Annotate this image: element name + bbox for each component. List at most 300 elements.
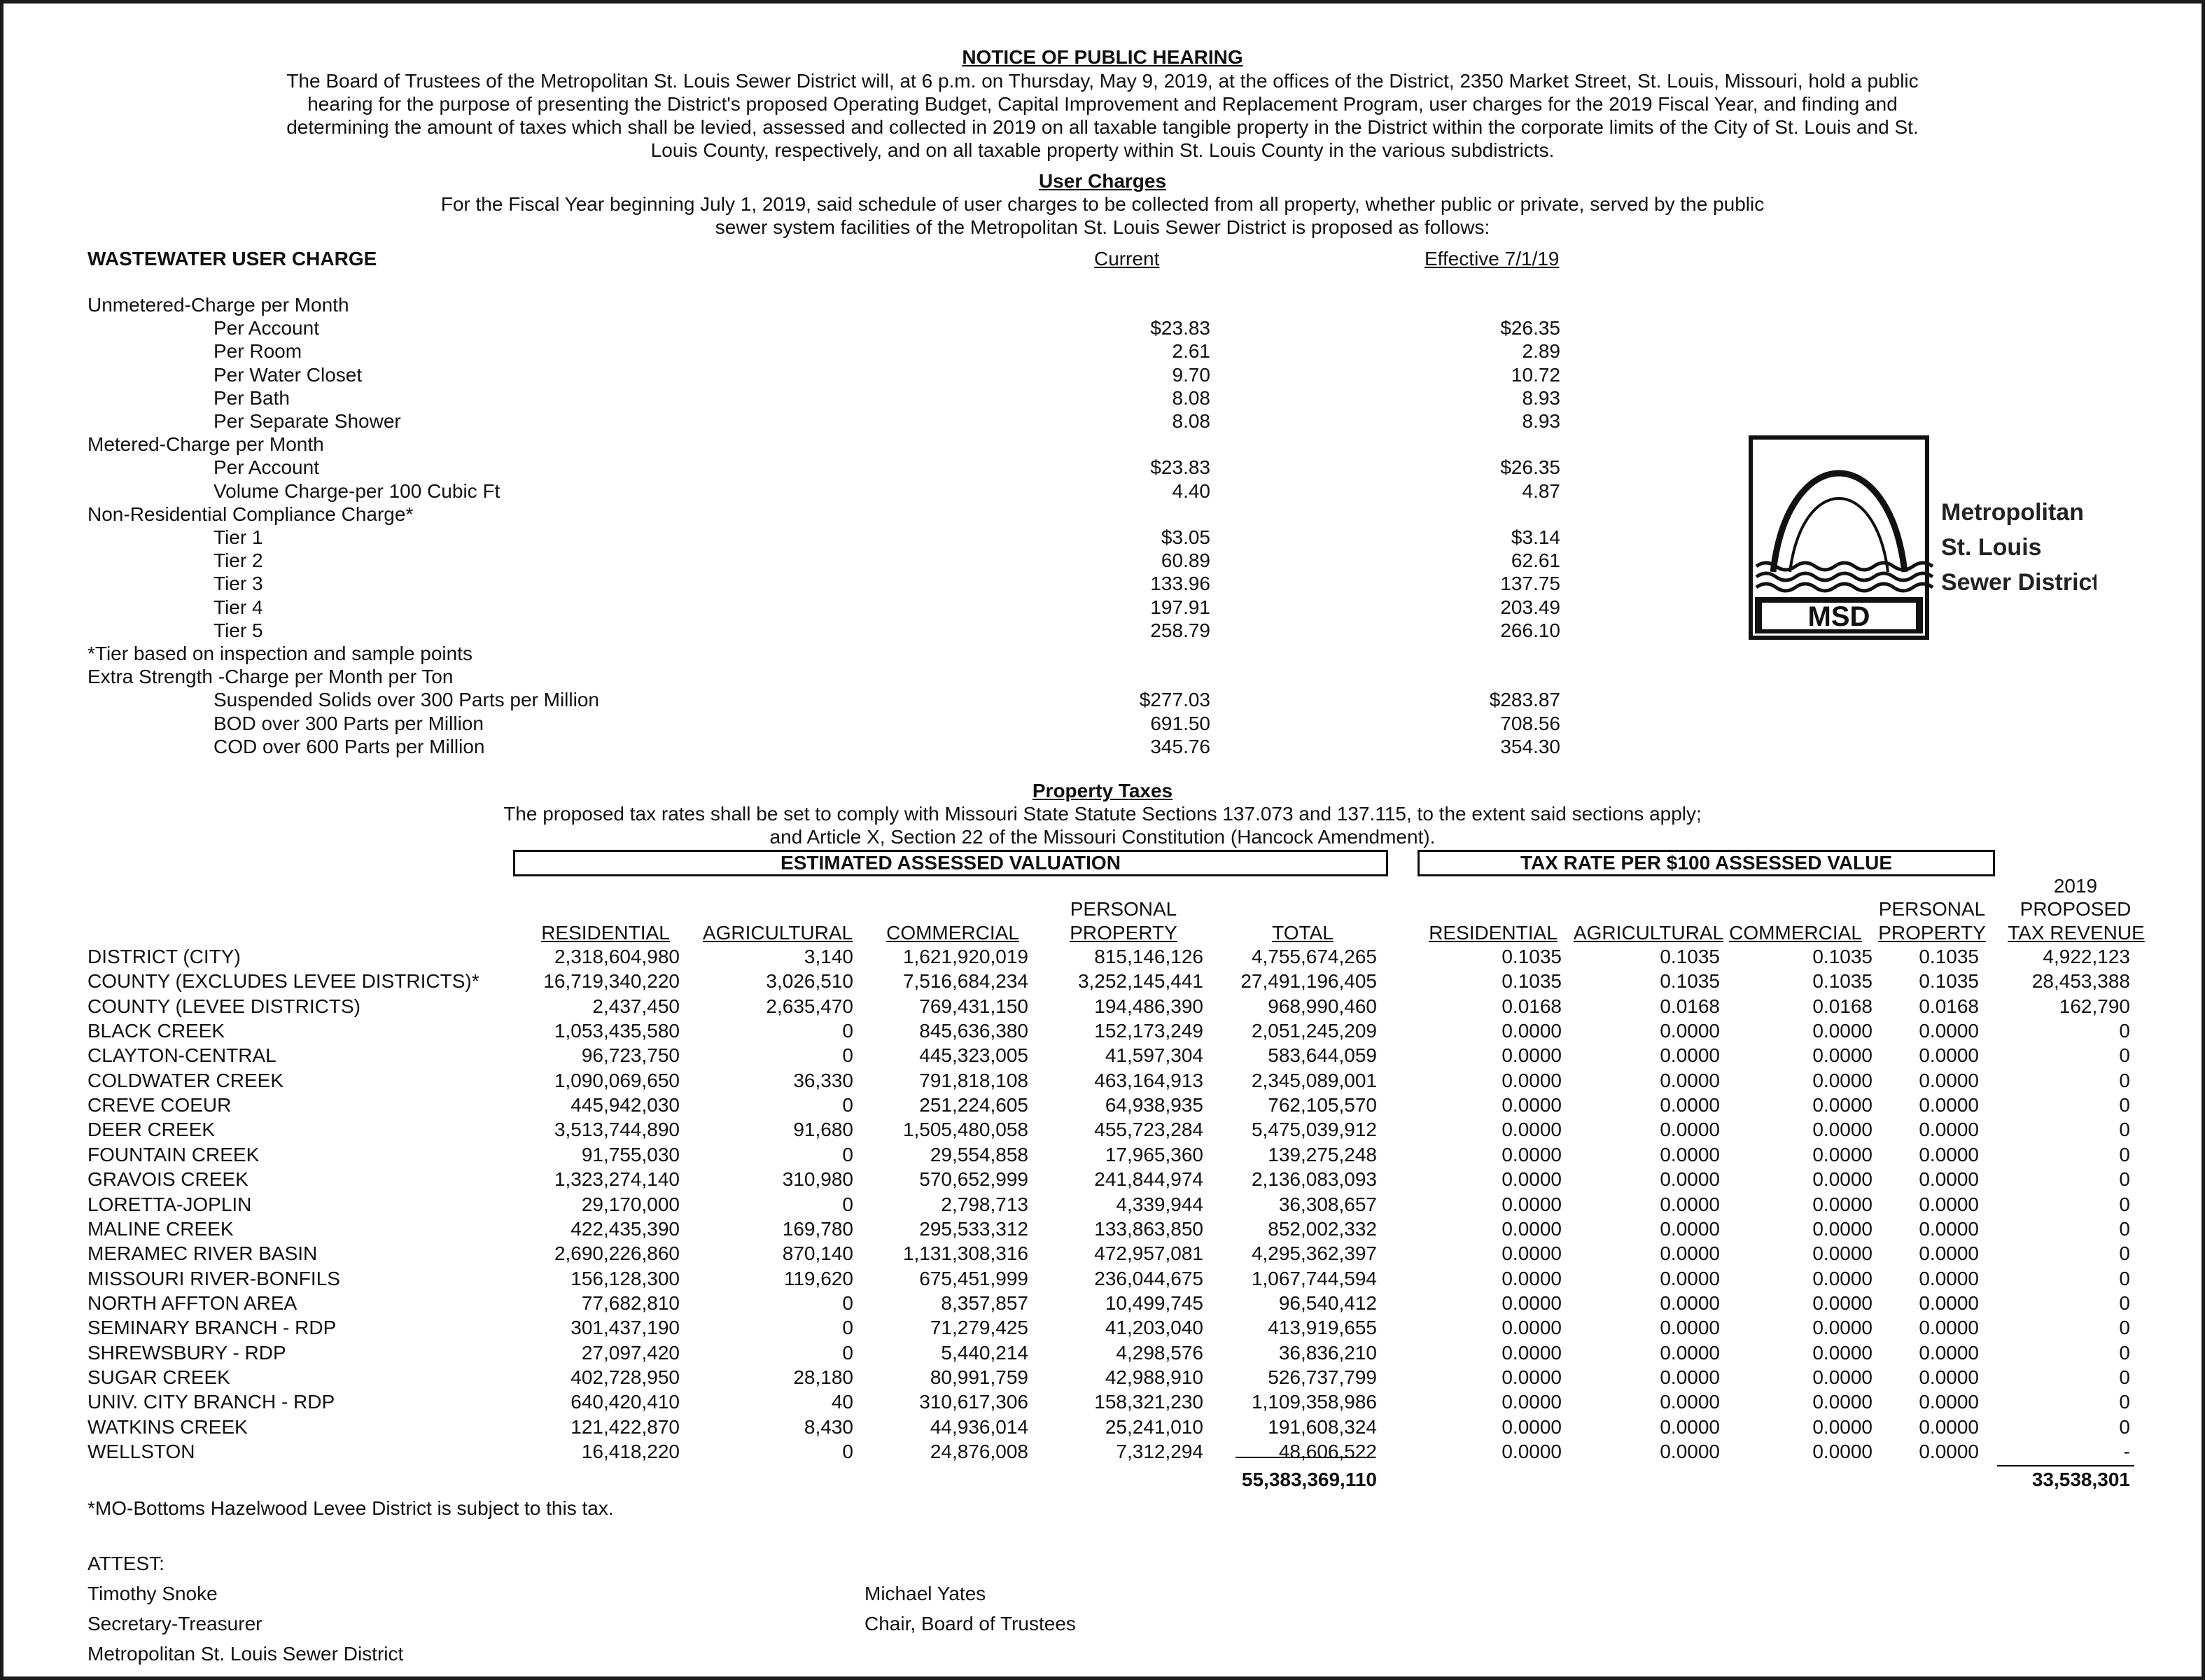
table-row [4, 1193, 2202, 1216]
total-value: 36,308,657 [1278, 1194, 1377, 1215]
rate-group-header: TAX RATE PER $100 ASSESSED VALUE [1418, 850, 1995, 876]
residential-value: 27,097,420 [581, 1342, 680, 1364]
total-valuation: 55,383,369,110 [1241, 1469, 1377, 1490]
rate-personal-header-bottom: PROPERTY [1878, 922, 1986, 944]
rate-residential: 0.0000 [1502, 1342, 1562, 1364]
personal-value: 41,203,040 [1105, 1317, 1203, 1338]
personal-value: 236,044,675 [1094, 1268, 1203, 1289]
rate-agricultural: 0.0000 [1660, 1144, 1720, 1166]
residential-value: 2,437,450 [592, 995, 680, 1017]
commercial-value: 310,617,306 [919, 1391, 1028, 1413]
msd-logo-line3: Sewer District [1941, 569, 2096, 596]
personal-value: 7,312,294 [1116, 1441, 1203, 1462]
user-charge-effective: 62.61 [1511, 550, 1560, 571]
tax-revenue: 0 [2119, 1342, 2130, 1364]
rate-commercial: 0.0000 [1812, 1044, 1872, 1066]
rate-personal: 0.0000 [1919, 1070, 1979, 1091]
rate-commercial: 0.0000 [1812, 1168, 1872, 1190]
table-row [4, 995, 2202, 1018]
revenue-header-top: 2019 [2053, 875, 2098, 897]
personal-value: 41,597,304 [1105, 1044, 1203, 1066]
agricultural-value: 40 [831, 1391, 853, 1413]
commercial-value: 769,431,150 [919, 995, 1028, 1017]
user-charge-current: 133.96 [1150, 573, 1210, 594]
user-charge-label: Tier 3 [214, 573, 263, 594]
rate-personal: 0.0000 [1919, 1020, 1979, 1042]
valuation-group-header: ESTIMATED ASSESSED VALUATION [513, 850, 1388, 876]
tax-revenue: 0 [2119, 1391, 2130, 1413]
commercial-value: 845,636,380 [919, 1020, 1028, 1042]
residential-value: 1,053,435,580 [554, 1020, 680, 1042]
msd-logo-line2: St. Louis [1941, 534, 2042, 561]
residential-value: 96,723,750 [581, 1044, 680, 1066]
user-charge-label: Per Room [214, 340, 302, 362]
commercial-value: 2,798,713 [941, 1194, 1028, 1215]
tax-revenue: 0 [2119, 1119, 2130, 1140]
rate-commercial: 0.0000 [1812, 1242, 1872, 1264]
residential-value: 301,437,190 [570, 1317, 680, 1338]
rate-agricultural: 0.0168 [1660, 995, 1720, 1017]
user-charge-label: Tier 2 [214, 550, 263, 571]
residential-value: 2,318,604,980 [554, 946, 680, 967]
table-row [4, 1415, 2202, 1438]
rate-residential-header: RESIDENTIAL [1429, 922, 1558, 944]
residential-value: 91,755,030 [581, 1144, 680, 1166]
personal-value: 194,486,390 [1094, 995, 1203, 1017]
rate-agricultural: 0.0000 [1660, 1416, 1720, 1438]
levee-footnote: *MO-Bottoms Hazelwood Levee District is subject to this tax. [88, 1497, 614, 1519]
table-row [4, 1093, 2202, 1116]
rate-agricultural: 0.0000 [1660, 1194, 1720, 1215]
residential-value: 16,719,340,220 [543, 970, 680, 992]
personal-value: 17,965,360 [1105, 1144, 1203, 1166]
rate-agricultural: 0.0000 [1660, 1119, 1720, 1140]
current-column-header: Current [1094, 248, 1160, 270]
rate-residential: 0.1035 [1502, 946, 1562, 967]
rate-agricultural: 0.0000 [1660, 1292, 1720, 1314]
user-charge-effective: 266.10 [1500, 620, 1560, 641]
rate-personal: 0.1035 [1919, 946, 1979, 967]
rate-personal: 0.0000 [1919, 1144, 1979, 1166]
rate-commercial: 0.1035 [1812, 946, 1872, 967]
residential-value: 156,128,300 [570, 1268, 680, 1289]
user-charge-current: 8.08 [1172, 410, 1210, 432]
rate-commercial: 0.0000 [1812, 1317, 1872, 1338]
user-charge-effective: $26.35 [1500, 456, 1560, 478]
user-charge-row [4, 665, 2202, 688]
commercial-value: 44,936,014 [930, 1416, 1028, 1438]
rate-personal: 0.1035 [1919, 970, 1979, 992]
user-charge-label: Suspended Solids over 300 Parts per Million [214, 689, 599, 710]
rate-personal: 0.0000 [1919, 1317, 1979, 1338]
residential-value: 3,513,744,890 [554, 1119, 680, 1140]
district-name: SUGAR CREEK [88, 1366, 230, 1388]
personal-value: 4,298,576 [1116, 1342, 1203, 1364]
table-row [4, 1366, 2202, 1389]
residential-value: 2,690,226,860 [554, 1242, 680, 1264]
rate-residential: 0.0000 [1502, 1441, 1562, 1462]
user-charge-current: 345.76 [1150, 736, 1210, 757]
rate-personal: 0.0000 [1919, 1119, 1979, 1140]
tax-revenue: 4,922,123 [2043, 946, 2130, 967]
rate-personal: 0.0000 [1919, 1094, 1979, 1116]
agricultural-value: 0 [842, 1194, 853, 1215]
user-charge-label: Per Water Closet [214, 364, 363, 386]
personal-value: 133,863,850 [1094, 1218, 1203, 1240]
rate-agricultural: 0.0000 [1660, 1044, 1720, 1066]
rate-commercial: 0.0000 [1812, 1020, 1872, 1042]
agricultural-value: 0 [842, 1292, 853, 1314]
rate-personal: 0.0000 [1919, 1194, 1979, 1215]
commercial-value: 7,516,684,234 [902, 970, 1028, 992]
commercial-value: 295,533,312 [919, 1218, 1028, 1240]
total-header: TOTAL [1272, 922, 1334, 944]
table-row [4, 1143, 2202, 1166]
commercial-value: 1,505,480,058 [902, 1119, 1028, 1140]
agricultural-value: 3,140 [804, 946, 853, 967]
rate-personal: 0.0000 [1919, 1342, 1979, 1364]
user-charge-label: Per Account [214, 317, 319, 339]
rate-personal: 0.0168 [1919, 995, 1979, 1017]
total-value: 583,644,059 [1268, 1044, 1377, 1066]
attest-label: ATTEST: [88, 1553, 164, 1574]
attest-left-title: Secretary-Treasurer [88, 1613, 262, 1634]
district-name: MALINE CREEK [88, 1218, 234, 1240]
msd-logo-line1: Metropolitan [1941, 499, 2084, 526]
agricultural-value: 36,330 [793, 1070, 853, 1091]
rate-personal-header-top: PERSONAL [1878, 898, 1986, 920]
user-charge-label: *Tier based on inspection and sample points [88, 643, 472, 664]
user-charge-current: 60.89 [1161, 550, 1210, 571]
wastewater-heading: WASTEWATER USER CHARGE [88, 248, 377, 270]
agricultural-value: 0 [842, 1317, 853, 1338]
rate-commercial: 0.0000 [1812, 1342, 1872, 1364]
district-name: COLDWATER CREEK [88, 1070, 284, 1091]
user-charge-current: 258.79 [1150, 620, 1210, 641]
rate-commercial: 0.0000 [1812, 1194, 1872, 1215]
user-charge-current: $23.83 [1150, 456, 1210, 478]
user-charge-effective: 8.93 [1522, 387, 1560, 409]
table-row [4, 1118, 2202, 1141]
residential-value: 1,323,274,140 [554, 1168, 680, 1190]
agricultural-value: 0 [842, 1342, 853, 1364]
total-value: 526,737,799 [1268, 1366, 1377, 1388]
msd-badge-text: MSD [1807, 601, 1870, 632]
table-row [4, 969, 2202, 993]
rate-residential: 0.0000 [1502, 1218, 1562, 1240]
property-taxes-title: Property Taxes [1032, 780, 1173, 802]
user-charge-effective: 203.49 [1500, 596, 1560, 618]
commercial-value: 1,621,920,019 [902, 946, 1028, 967]
total-value: 2,345,089,001 [1251, 1070, 1377, 1091]
table-row [4, 1069, 2202, 1092]
attest-left-name: Timothy Snoke [88, 1583, 218, 1604]
user-charge-current: 9.70 [1172, 364, 1210, 386]
commercial-value: 8,357,857 [941, 1292, 1028, 1314]
total-value: 36,836,210 [1278, 1342, 1377, 1364]
table-row [4, 1168, 2202, 1191]
total-value: 762,105,570 [1268, 1094, 1377, 1116]
user-charge-label: Per Separate Shower [214, 410, 401, 432]
rate-commercial: 0.0000 [1812, 1366, 1872, 1388]
rate-personal: 0.0000 [1919, 1242, 1979, 1264]
personal-value: 10,499,745 [1105, 1292, 1203, 1314]
user-charges-paragraph: For the Fiscal Year beginning July 1, 2019, said schedule of user charges to be collected from all property, whether public or private, served by the public sewer system facilities of the Metropolitan St. Louis Sewer District is proposed as follows: [440, 193, 1765, 238]
user-charge-row [4, 363, 2202, 386]
property-taxes-paragraph-line1: The proposed tax rates shall be set to comply with Missouri State Statute Sections 137.073 and 137.115, to the extent said sections apply; [503, 803, 1702, 825]
rate-agricultural: 0.0000 [1660, 1218, 1720, 1240]
tax-revenue: 0 [2119, 1317, 2130, 1338]
tax-revenue: 162,790 [2059, 995, 2130, 1017]
district-name: MERAMEC RIVER BASIN [88, 1242, 318, 1264]
rate-personal: 0.0000 [1919, 1441, 1979, 1462]
residential-value: 16,418,220 [581, 1441, 680, 1462]
total-value: 968,990,460 [1268, 995, 1377, 1017]
district-name: LORETTA-JOPLIN [88, 1194, 252, 1215]
rate-residential: 0.0000 [1502, 1242, 1562, 1264]
user-charge-row [4, 293, 2202, 316]
tax-revenue: 0 [2119, 1218, 2130, 1240]
residential-value: 77,682,810 [581, 1292, 680, 1314]
residential-value: 29,170,000 [581, 1194, 680, 1215]
rate-residential: 0.1035 [1502, 970, 1562, 992]
rate-commercial: 0.0000 [1812, 1119, 1872, 1140]
total-value: 1,109,358,986 [1251, 1391, 1377, 1413]
agricultural-value: 0 [842, 1020, 853, 1042]
rate-residential: 0.0000 [1502, 1317, 1562, 1338]
total-value: 4,755,674,265 [1251, 946, 1377, 967]
agricultural-header: AGRICULTURAL [702, 922, 853, 944]
valuation-total-rule [1236, 1457, 1376, 1458]
agricultural-value: 0 [842, 1044, 853, 1066]
rate-agricultural: 0.0000 [1660, 1094, 1720, 1116]
total-value: 2,136,083,093 [1251, 1168, 1377, 1190]
total-value: 96,540,412 [1278, 1292, 1377, 1314]
rate-personal: 0.0000 [1919, 1218, 1979, 1240]
table-row [4, 1292, 2202, 1315]
district-name: DEER CREEK [88, 1119, 216, 1140]
user-charge-effective: $26.35 [1500, 317, 1560, 339]
attest-left-org: Metropolitan St. Louis Sewer District [88, 1643, 404, 1665]
revenue-total-rule [1997, 1465, 2134, 1466]
table-row [4, 1341, 2202, 1364]
total-value: 852,002,332 [1268, 1218, 1377, 1240]
total-value: 1,067,744,594 [1251, 1268, 1377, 1289]
district-name: NORTH AFFTON AREA [88, 1292, 298, 1314]
user-charge-effective: $283.87 [1489, 689, 1560, 710]
residential-value: 402,728,950 [570, 1366, 680, 1388]
user-charge-current: $277.03 [1139, 689, 1210, 710]
residential-value: 121,422,870 [570, 1416, 680, 1438]
rate-residential: 0.0000 [1502, 1044, 1562, 1066]
user-charge-effective: 354.30 [1500, 736, 1560, 757]
tax-revenue: 0 [2119, 1194, 2130, 1215]
rate-commercial: 0.1035 [1812, 970, 1872, 992]
wastewater-header-row [4, 247, 2202, 270]
agricultural-value: 91,680 [793, 1119, 853, 1140]
personal-value: 64,938,935 [1105, 1094, 1203, 1116]
user-charge-current: 197.91 [1150, 596, 1210, 618]
rate-residential: 0.0000 [1502, 1144, 1562, 1166]
msd-logo-graphic [1746, 433, 2096, 643]
user-charge-effective: 708.56 [1500, 713, 1560, 734]
tax-revenue: 0 [2119, 1416, 2130, 1438]
rate-agricultural: 0.0000 [1660, 1020, 1720, 1042]
user-charge-row [4, 316, 2202, 340]
district-name: BLACK CREEK [88, 1020, 225, 1042]
table-row [4, 1217, 2202, 1240]
district-name: CLAYTON-CENTRAL [88, 1044, 276, 1066]
notice-title: NOTICE OF PUBLIC HEARING [962, 46, 1243, 68]
user-charge-row [4, 642, 2202, 665]
user-charge-row [4, 410, 2202, 433]
user-charge-label: Tier 1 [214, 526, 263, 548]
rate-residential: 0.0000 [1502, 1020, 1562, 1042]
district-name: GRAVOIS CREEK [88, 1168, 248, 1190]
agricultural-value: 0 [842, 1094, 853, 1116]
table-row [4, 1390, 2202, 1413]
user-charge-row [4, 340, 2202, 363]
user-charge-current: 691.50 [1150, 713, 1210, 734]
user-charge-current: 8.08 [1172, 387, 1210, 409]
rate-agricultural: 0.1035 [1660, 970, 1720, 992]
agricultural-value: 3,026,510 [766, 970, 853, 992]
user-charge-effective: $3.14 [1511, 526, 1560, 548]
personal-value: 158,321,230 [1094, 1391, 1203, 1413]
user-charge-row [4, 386, 2202, 410]
user-charge-label: Per Bath [214, 387, 290, 409]
tax-total-row [4, 1468, 2202, 1491]
rate-commercial: 0.0000 [1812, 1416, 1872, 1438]
rate-residential: 0.0000 [1502, 1391, 1562, 1413]
user-charge-label: Extra Strength -Charge per Month per Ton [88, 666, 454, 687]
rate-agricultural: 0.0000 [1660, 1317, 1720, 1338]
district-name: UNIV. CITY BRANCH - RDP [88, 1391, 335, 1413]
commercial-value: 71,279,425 [930, 1317, 1028, 1338]
rate-commercial-header: COMMERCIAL [1729, 922, 1862, 944]
district-name: COUNTY (EXCLUDES LEVEE DISTRICTS)* [88, 970, 479, 992]
rate-commercial: 0.0000 [1812, 1094, 1872, 1116]
table-row [4, 1242, 2202, 1265]
agricultural-value: 28,180 [793, 1366, 853, 1388]
commercial-value: 445,323,005 [919, 1044, 1028, 1066]
commercial-value: 5,440,214 [941, 1342, 1028, 1364]
notice-paragraph: The Board of Trustees of the Metropolitan St. Louis Sewer District will, at 6 p.m. on Thursday, May 9, 2019, at the offices of the District, 2350 Market Street, St. Louis, Missouri, hold a public hearing for the purpose of presenting the District's proposed Operating Budget, Capital Improvement and Replacement Program, user charges for the 2019 Fiscal Year, and finding and determining the amount of taxes which shall be levied, assessed and collected in 2019 on all taxable tangible property in the District within the corporate limits of the City of St. Louis and St. Louis County, respectively, and on all taxable property within St. Louis County in the various subdistricts. [286, 70, 1919, 161]
commercial-value: 251,224,605 [919, 1094, 1028, 1116]
personal-header-top: PERSONAL [1070, 898, 1177, 920]
total-value: 191,608,324 [1268, 1416, 1377, 1438]
rate-residential: 0.0000 [1502, 1119, 1562, 1140]
personal-value: 42,988,910 [1105, 1366, 1203, 1388]
revenue-header-mid: PROPOSED [2019, 898, 2132, 920]
user-charge-label: Per Account [214, 456, 319, 478]
rate-agricultural: 0.1035 [1660, 946, 1720, 967]
rate-personal: 0.0000 [1919, 1268, 1979, 1289]
rate-agricultural: 0.0000 [1660, 1366, 1720, 1388]
commercial-value: 1,131,308,316 [902, 1242, 1028, 1264]
tax-revenue: 0 [2119, 1292, 2130, 1314]
effective-column-header: Effective 7/1/19 [1424, 248, 1560, 270]
user-charge-current: 4.40 [1172, 480, 1210, 502]
user-charge-row [4, 735, 2202, 758]
rate-residential: 0.0000 [1502, 1070, 1562, 1091]
total-value: 139,275,248 [1268, 1144, 1377, 1166]
personal-value: 815,146,126 [1094, 946, 1203, 967]
property-taxes-paragraph-line2: and Article X, Section 22 of the Missouri Constitution (Hancock Amendment). [769, 826, 1436, 848]
attest-right-title: Chair, Board of Trustees [864, 1613, 1076, 1634]
tax-revenue: 0 [2119, 1044, 2130, 1066]
tax-revenue: 0 [2119, 1144, 2130, 1166]
residential-value: 640,420,410 [570, 1391, 680, 1413]
total-value: 4,295,362,397 [1251, 1242, 1377, 1264]
agricultural-value: 0 [842, 1441, 853, 1462]
total-revenue: 33,538,301 [2031, 1469, 2130, 1490]
rate-personal: 0.0000 [1919, 1168, 1979, 1190]
district-name: DISTRICT (CITY) [88, 946, 241, 967]
district-name: COUNTY (LEVEE DISTRICTS) [88, 995, 360, 1017]
district-name: WATKINS CREEK [88, 1416, 248, 1438]
personal-value: 25,241,010 [1105, 1416, 1203, 1438]
user-charge-label: COD over 600 Parts per Million [214, 736, 485, 757]
msd-logo [1746, 433, 2096, 643]
rate-agricultural: 0.0000 [1660, 1168, 1720, 1190]
rate-commercial: 0.0000 [1812, 1441, 1872, 1462]
rate-agricultural: 0.0000 [1660, 1342, 1720, 1364]
rate-residential: 0.0000 [1502, 1366, 1562, 1388]
personal-value: 152,173,249 [1094, 1020, 1203, 1042]
user-charge-current: $23.83 [1150, 317, 1210, 339]
personal-value: 455,723,284 [1094, 1119, 1203, 1140]
district-name: WELLSTON [88, 1441, 195, 1462]
district-name: CREVE COEUR [88, 1094, 232, 1116]
rate-personal: 0.0000 [1919, 1391, 1979, 1413]
rate-agricultural: 0.0000 [1660, 1391, 1720, 1413]
rate-residential: 0.0000 [1502, 1168, 1562, 1190]
table-row [4, 1044, 2202, 1067]
tax-revenue: - [2123, 1441, 2130, 1462]
rate-agricultural: 0.0000 [1660, 1070, 1720, 1091]
user-charge-effective: 10.72 [1511, 364, 1560, 386]
table-row [4, 1440, 2202, 1463]
rate-personal: 0.0000 [1919, 1292, 1979, 1314]
district-name: SHREWSBURY - RDP [88, 1342, 286, 1364]
agricultural-value: 8,430 [804, 1416, 853, 1438]
attest-right-name: Michael Yates [864, 1583, 986, 1604]
tax-revenue: 0 [2119, 1242, 2130, 1264]
user-charge-row [4, 712, 2202, 735]
district-name: FOUNTAIN CREEK [88, 1144, 260, 1166]
rate-personal: 0.0000 [1919, 1416, 1979, 1438]
user-charge-label: BOD over 300 Parts per Million [214, 713, 484, 734]
user-charge-label: Unmetered-Charge per Month [88, 294, 349, 316]
residential-value: 1,090,069,650 [554, 1070, 680, 1091]
rate-residential: 0.0000 [1502, 1094, 1562, 1116]
personal-header-bottom: PROPERTY [1070, 922, 1177, 944]
tax-revenue: 0 [2119, 1020, 2130, 1042]
user-charge-current: 2.61 [1172, 340, 1210, 362]
residential-value: 445,942,030 [570, 1094, 680, 1116]
property-taxes-paragraph [354, 802, 1851, 848]
rate-agricultural: 0.0000 [1660, 1242, 1720, 1264]
commercial-value: 24,876,008 [930, 1441, 1028, 1462]
commercial-header: COMMERCIAL [886, 922, 1019, 944]
user-charge-label: Volume Charge-per 100 Cubic Ft [214, 480, 500, 502]
commercial-value: 80,991,759 [930, 1366, 1028, 1388]
tax-revenue: 28,453,388 [2031, 970, 2130, 992]
total-value: 5,475,039,912 [1251, 1119, 1377, 1140]
table-row [4, 1019, 2202, 1042]
user-charge-label: Non-Residential Compliance Charge* [88, 503, 414, 525]
